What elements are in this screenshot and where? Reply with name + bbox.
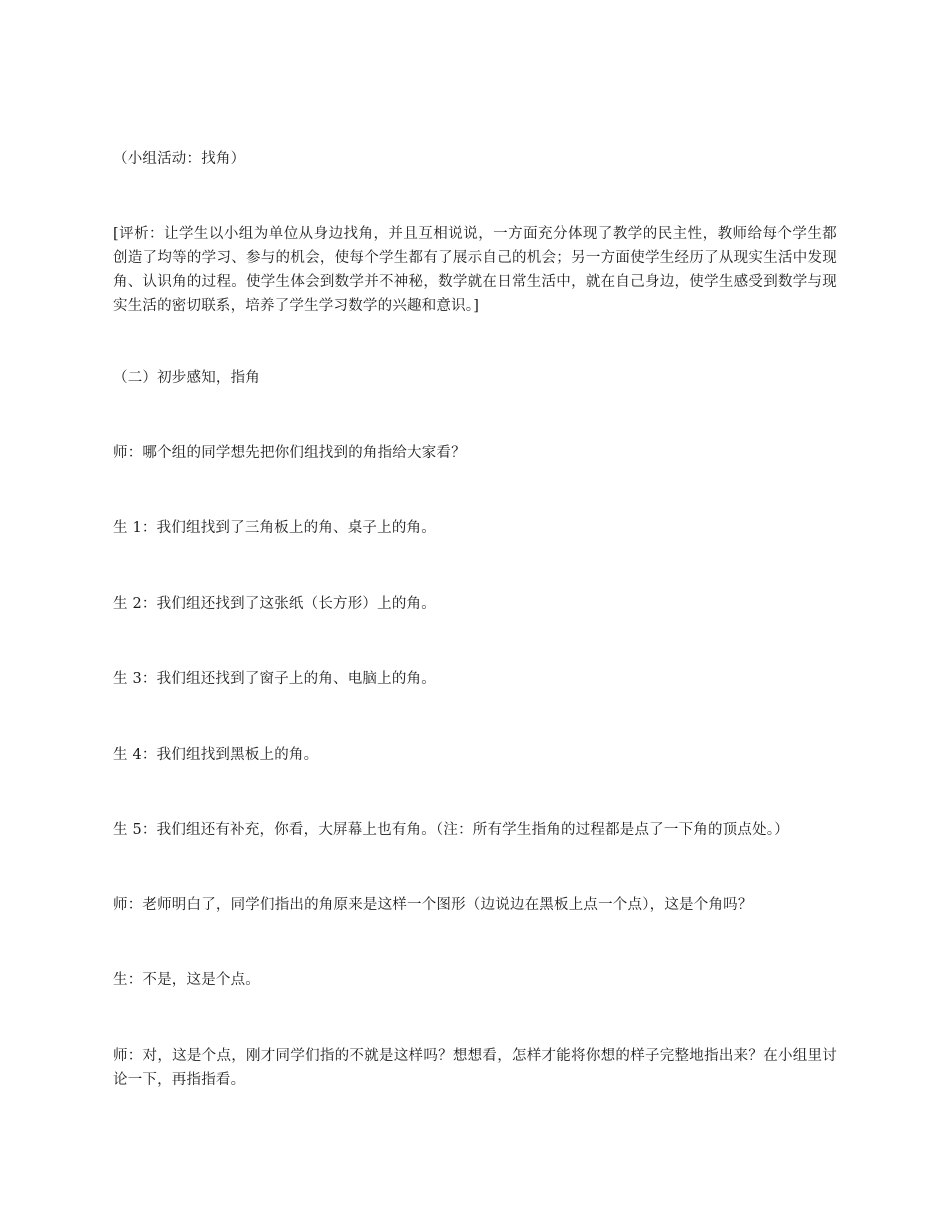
dialogue-line: 生 1：我们组找到了三角板上的角、桌子上的角。 bbox=[113, 520, 436, 536]
dialogue-line: 师：老师明白了，同学们指出的角原来是这样一个图形（边说边在黑板上点一个点），这是个角吗？ bbox=[113, 897, 753, 913]
dialogue-line: 生 4：我们组找到黑板上的角。 bbox=[113, 747, 319, 763]
section-heading: （二）初步感知，指角 bbox=[113, 370, 260, 386]
dialogue-line: 师：对，这是个点，刚才同学们指的不就是这样吗？想想看，怎样才能将你想的样子完整地指出来？在小组里讨论一下，再指指看。 bbox=[113, 1048, 837, 1088]
dialogue-line: 生 5：我们组还有补充，你看，大屏幕上也有角。（注：所有学生指角的过程都是点了一下角的顶点处。） bbox=[113, 822, 789, 838]
commentary-paragraph: [评析：让学生以小组为单位从身边找角，并且互相说说，一方面充分体现了教学的民主性，教师给每个学生都创造了均等的学习、参与的机会，使每个学生都有了展示自己的机会；另一方面使学生经历了从现实生活中发现角、认识角的过程。使学生体会到数学并不神秘，数学就在日常生活中，就在自己身边，使学生感受到数学与现实生活的密切联系，培养了学生学习数学的兴趣和意识。] bbox=[113, 226, 837, 314]
dialogue-line: 生：不是，这是个点。 bbox=[113, 972, 260, 988]
dialogue-line: 师：哪个组的同学想先把你们组找到的角指给大家看？ bbox=[113, 445, 466, 461]
dialogue-line: 生 2：我们组还找到了这张纸（长方形）上的角。 bbox=[113, 596, 436, 612]
dialogue-line: 生 3：我们组还找到了窗子上的角、电脑上的角。 bbox=[113, 671, 436, 687]
activity-heading: （小组活动：找角） bbox=[113, 151, 246, 167]
